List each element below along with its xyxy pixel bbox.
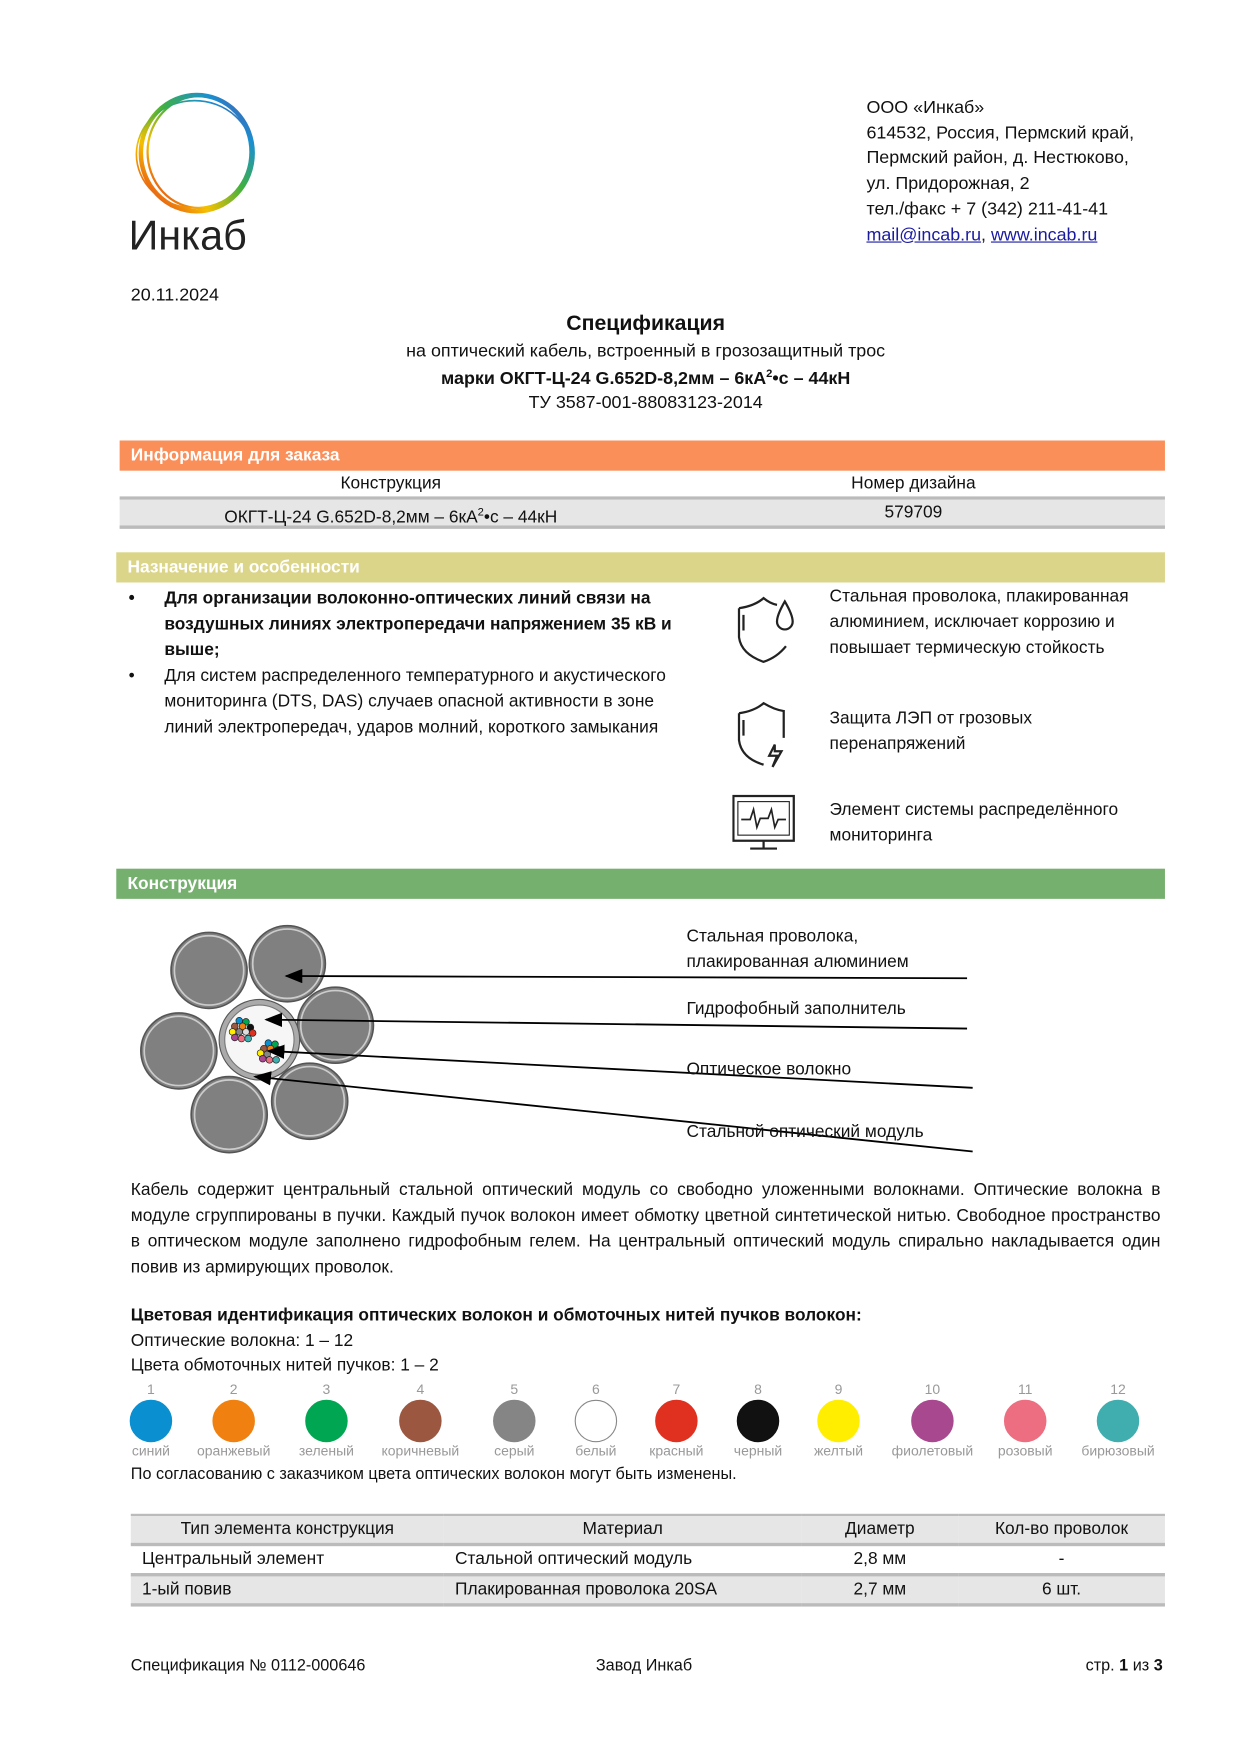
swatch-number: 10	[924, 1381, 941, 1398]
swatch-dot	[655, 1400, 697, 1442]
swatch-number: 11	[1017, 1381, 1033, 1398]
phone-line: тел./факс + 7 (342) 211-41-41	[866, 199, 1109, 219]
swatch-name: фиолетовый	[891, 1443, 974, 1459]
swatch-dot	[212, 1400, 254, 1442]
swatch-number: 9	[834, 1381, 843, 1398]
swatch-name: красный	[649, 1443, 704, 1459]
tu-number: ТУ 3587-001-88083123-2014	[528, 393, 763, 413]
swatch-name: черный	[733, 1443, 783, 1459]
logo-text: Инкаб	[128, 212, 247, 259]
bullet-item: • Для организации волоконно-оптических линий связи на воздушных линиях электропередачи напряжением 35 кВ и выше;	[128, 589, 672, 660]
page-title: Спецификация	[566, 311, 725, 336]
cable-mark: марки ОКГТ-Ц-24 $G.652D-8,2мм - 6кА^2•с - 44кН$	[440, 367, 851, 389]
footer-spec-number: Спецификация № 0112-000646	[130, 1656, 366, 1675]
swatch-name: желтый	[813, 1443, 864, 1459]
document-date: 20.11.2024	[130, 286, 220, 306]
construction-value: ОКГТ-Ц-24 $G.652D-8,2мм - 6кА^2•с - 44кН$	[224, 506, 558, 527]
feature-corrosion: Стальная проволока, плакированная алюминием, исключает коррозию и повышает термическую стойкость	[829, 586, 1129, 658]
swatch-number: 2	[229, 1381, 238, 1398]
swatch-number: 8	[754, 1381, 762, 1398]
swatch-number: 12	[1110, 1381, 1126, 1398]
swatch-dot	[911, 1400, 953, 1442]
swatch-name: коричневый	[381, 1443, 460, 1459]
swatch-dot	[1004, 1400, 1046, 1442]
swatch-name: бирюзовый	[1081, 1443, 1155, 1459]
address-line: ул. Придорожная, 2	[866, 174, 1030, 194]
swatch-dot	[130, 1400, 172, 1442]
table-row: 1-ый повив Плакированная проволока 20SA 2,7 мм 6 шт.	[131, 1575, 1165, 1605]
swatch-name: оранжевый	[196, 1443, 271, 1459]
swatch-name: синий	[131, 1443, 170, 1459]
color-id-heading: Цветовая идентификация оптических волокон и обмоточных нитей пучков волокон:	[130, 1305, 862, 1325]
color-note: По согласованию с заказчиком цвета оптических волокон могут быть изменены.	[130, 1465, 737, 1484]
fiber-count: Оптические волокна: 1 – 12	[130, 1331, 354, 1351]
label-fiber: Оптическое волокно	[686, 1059, 852, 1079]
swatch-dot	[493, 1400, 535, 1442]
subtitle: на оптический кабель, встроенный в грозозащитный трос	[406, 342, 886, 362]
construction-description: Кабель содержит центральный стальной оптический модуль со свободно уложенными волокнами. Оптические волокна в модуле сгруппированы в пучки. Каждый пучок волокон имеет обмотку цветной синтетической нитью. Свободное пространство в оптическом модуле заполнено гидрофобным гелем. На центральный оптический модуль спирально накладывается один повив из армирующих проволок.	[130, 1180, 1161, 1277]
footer-page-number: стр. 1 из 3	[1085, 1656, 1163, 1675]
purpose-section-header: Назначение и особенности	[116, 552, 1165, 582]
steel-wire	[141, 1013, 217, 1089]
color-swatch-12	[1073, 1382, 1162, 1459]
swatch-dot	[399, 1400, 441, 1442]
swatch-dot	[305, 1400, 347, 1442]
col-design-number: Номер дизайна	[851, 474, 976, 494]
leader-line	[268, 1051, 972, 1088]
steel-wire	[171, 932, 247, 1008]
feature-lightning: Защита ЛЭП от грозовых перенапряжений	[829, 708, 1033, 754]
website-link[interactable]: www.incab.ru	[990, 225, 1098, 245]
swatch-name: серый	[494, 1443, 535, 1459]
swatch-number: 3	[322, 1381, 331, 1398]
email-link[interactable]: mail@incab.ru	[866, 225, 982, 245]
leader-line	[286, 976, 967, 978]
table-header-row: Тип элемента конструкция Материал Диаметр Кол-во проволок	[131, 1515, 1165, 1545]
address-line: Пермский район, д. Нестюково,	[866, 149, 1129, 169]
bullet-item: • Для систем распределенного температурного и акустического мониторинга (DTS, DAS) случаев опасной активности в зоне линий электропередач, ударов молний, короткого замыкания	[128, 666, 666, 737]
swatch-number: 5	[510, 1381, 519, 1398]
label-filler: Гидрофобный заполнитель	[686, 999, 906, 1019]
swatch-name: зеленый	[298, 1443, 354, 1459]
swatch-dot	[1097, 1400, 1139, 1442]
elements-table	[131, 1514, 1165, 1607]
steel-wire	[272, 1063, 348, 1139]
feature-monitoring: Элемент системы распределённого мониторинга	[829, 800, 1119, 846]
footer-plant: Завод Инкаб	[595, 1656, 693, 1675]
swatch-dot	[817, 1400, 859, 1442]
steel-wire	[191, 1077, 267, 1153]
swatch-number: 7	[672, 1381, 681, 1398]
swatch-number: 6	[591, 1381, 600, 1398]
table-row: Центральный элемент Стальной оптический модуль 2,8 мм -	[131, 1545, 1165, 1575]
address-line: 614532, Россия, Пермский край,	[866, 123, 1135, 143]
label-module: Стальной оптический модуль	[686, 1122, 924, 1142]
swatch-number: 4	[416, 1381, 425, 1398]
swatch-name: розовый	[997, 1443, 1053, 1459]
label-clad-wire: Стальная проволока, плакированная алюминием	[686, 926, 909, 971]
col-construction: Конструкция	[340, 474, 442, 494]
construction-section-header: Конструкция	[116, 869, 1165, 899]
order-section-header: Информация для заказа	[120, 440, 1165, 470]
steel-wire	[297, 987, 373, 1063]
swatch-dot	[575, 1400, 617, 1442]
company-name: ООО «Инкаб»	[866, 98, 985, 118]
design-number-value: 579709	[884, 503, 943, 523]
thread-count: Цвета обмоточных нитей пучков: 1 – 2	[130, 1356, 439, 1376]
swatch-number: 1	[147, 1381, 155, 1398]
swatch-dot	[737, 1400, 779, 1442]
swatch-name: белый	[575, 1443, 617, 1459]
separator: ,	[981, 225, 991, 245]
steel-wire	[249, 926, 325, 1002]
